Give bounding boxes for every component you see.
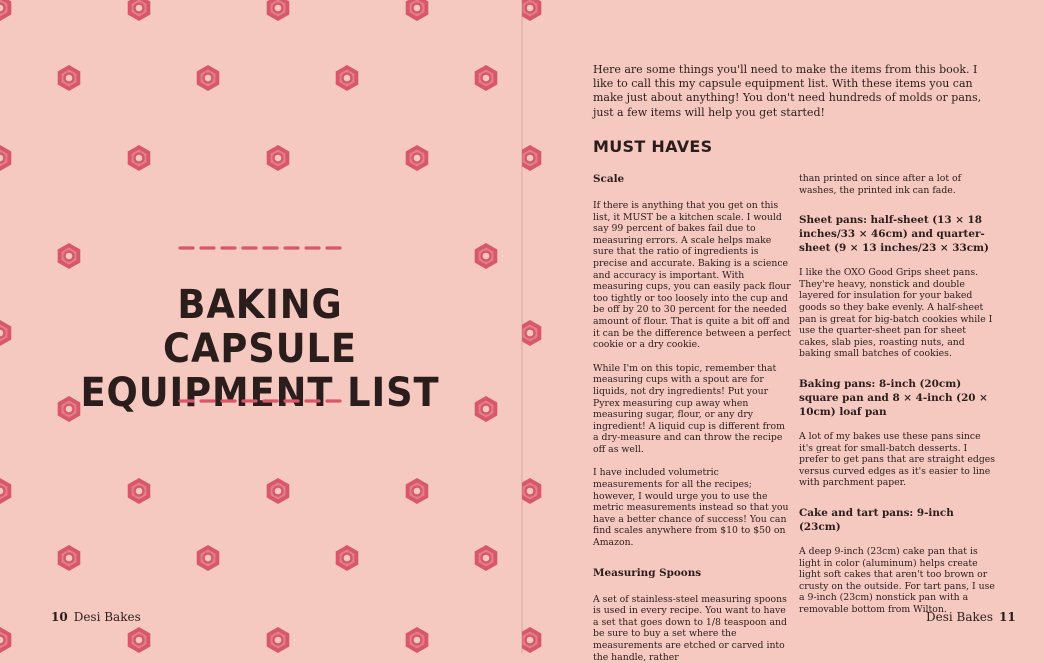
hexagon-ring-motif-icon xyxy=(124,625,154,653)
dashed-rule-icon xyxy=(178,246,342,250)
hexagon-ring-motif-icon xyxy=(332,543,362,573)
hexagon-ring-motif-icon xyxy=(471,241,501,271)
hexagon-ring-motif-icon xyxy=(0,0,15,23)
hexagon-ring-motif-icon xyxy=(0,625,15,653)
left-running-title: Desi Bakes xyxy=(73,610,141,624)
sheet-pans-heading: Sheet pans: half-sheet (13 × 18 inches/33 × 46cm) and quarter-sheet (9 × 13 inches/23 × 33cm) xyxy=(799,214,989,255)
left-page-number: 10 xyxy=(51,610,68,624)
hexagon-ring-motif-icon xyxy=(522,0,545,23)
hexagon-ring-motif-icon xyxy=(263,476,293,506)
hexagon-ring-motif-icon xyxy=(402,476,432,506)
hexagon-ring-motif-icon xyxy=(263,625,293,653)
right-running-title: Desi Bakes xyxy=(926,610,994,624)
scale-heading: Scale xyxy=(593,173,625,185)
scale-paragraph: If there is anything that you get on this list, it MUST be a kitchen scale. I would say 99 percent of bakes fail due to measuring errors. A scale helps make sure that the ratio of ingredients is precise and accurate. Baking is a science and accuracy is important. With measuring cups, you can easily pack flour too tightly or too loosely into the cup and be off by 20 to 30 percent for the needed amount of flour. That is quite a bit off and it can be the difference between a perfect cookie or a dry cookie. xyxy=(593,200,791,351)
hexagon-ring-motif-icon xyxy=(0,476,15,506)
chapter-title-line1: BAKING CAPSULE xyxy=(163,282,357,372)
hexagon-ring-motif-icon xyxy=(0,143,15,173)
hexagon-ring-motif-icon xyxy=(0,318,15,348)
hexagon-ring-motif-icon xyxy=(54,543,84,573)
hexagon-ring-motif-icon xyxy=(522,318,545,348)
hexagon-ring-motif-icon xyxy=(471,543,501,573)
hexagon-ring-motif-icon xyxy=(54,241,84,271)
section-heading: MUST HAVES xyxy=(593,137,713,156)
hexagon-ring-motif-icon xyxy=(522,476,545,506)
text-column-right xyxy=(799,173,997,615)
spoons-paragraph: A set of stainless-steel measuring spoons is used in every recipe. You want to have a set that goes down to 1/8 teaspoon and be sure to buy a set where the measurements are etched or carved into the handle, rather xyxy=(593,593,787,663)
hexagon-ring-motif-icon xyxy=(124,143,154,173)
hexagon-ring-motif-icon xyxy=(124,0,154,23)
chapter-title xyxy=(76,283,444,415)
hexagon-ring-motif-icon xyxy=(471,63,501,93)
right-page-number: 11 xyxy=(999,610,1016,624)
scale-paragraph: I have included volumetric measurements for all the recipes; however, I would urge you to use the metric measurements instead so that you have a better chance of success! You can find scales anywhere from $10 to $50 on Amazon. xyxy=(593,467,789,549)
hexagon-ring-motif-icon xyxy=(402,625,432,653)
spoons-continued-paragraph: than printed on since after a lot of washes, the printed ink can fade. xyxy=(799,173,962,196)
dashed-rule-icon xyxy=(178,399,342,403)
hexagon-ring-motif-icon xyxy=(522,625,545,653)
hexagon-ring-motif-icon xyxy=(263,0,293,23)
cake-pans-paragraph: A deep 9-inch (23cm) cake pan that is light in color (aluminum) helps create light soft cakes that aren't too brown or crusty on the outside. For tart pans, I use a 9-inch (23cm) nonstick pan with a removable bottom from Wilton. xyxy=(799,545,995,615)
hexagon-ring-motif-icon xyxy=(193,63,223,93)
sheet-pans-paragraph: I like the OXO Good Grips sheet pans. They're heavy, nonstick and double layered for insulation for your baked goods so they bake evenly. A half-sheet pan is great for big-batch cookies while I use the quarter-sheet pan for sheet cakes, slab pies, roasting nuts, and baking small batches of cookies. xyxy=(799,267,993,360)
hexagon-ring-motif-icon xyxy=(193,543,223,573)
hexagon-ring-motif-icon xyxy=(402,0,432,23)
cake-pans-heading: Cake and tart pans: 9-inch (23cm) xyxy=(799,506,954,533)
hexagon-ring-motif-icon xyxy=(54,63,84,93)
intro-paragraph: Here are some things you'll need to make the items from this book. I like to call this my capsule equipment list. With these items you can make just about anything! You don't need hundreds of molds or pans, just a few items will help you get started! xyxy=(593,63,982,119)
hexagon-ring-motif-icon xyxy=(332,63,362,93)
hexagon-ring-motif-icon xyxy=(522,143,545,173)
baking-pans-heading: Baking pans: 8-inch (20cm) square pan and 8 × 4-inch (20 × 10cm) loaf pan xyxy=(799,377,988,418)
hexagon-ring-motif-icon xyxy=(124,476,154,506)
hexagon-ring-motif-icon xyxy=(263,143,293,173)
baking-pans-paragraph: A lot of my bakes use these pans since it's great for small-batch desserts. I prefer to get pans that are straight edges versus curved edges as it's easier to line with parchment paper. xyxy=(799,430,996,489)
spoons-heading: Measuring Spoons xyxy=(593,566,702,579)
chapter-title-line2: EQUIPMENT LIST xyxy=(80,370,440,416)
hexagon-ring-motif-icon xyxy=(402,143,432,173)
left-folio xyxy=(51,610,141,624)
right-folio xyxy=(926,610,1016,624)
hexagon-ring-motif-icon xyxy=(471,394,501,424)
text-column-left xyxy=(593,172,791,663)
scale-paragraph: While I'm on this topic, remember that measuring cups with a spout are for liquids, not dry ingredients! Put your Pyrex measuring cup away when measuring sugar, flour, or any dry ingredient! A liquid cup is different from a dry-measure and can throw the recipe off as well. xyxy=(593,362,785,455)
